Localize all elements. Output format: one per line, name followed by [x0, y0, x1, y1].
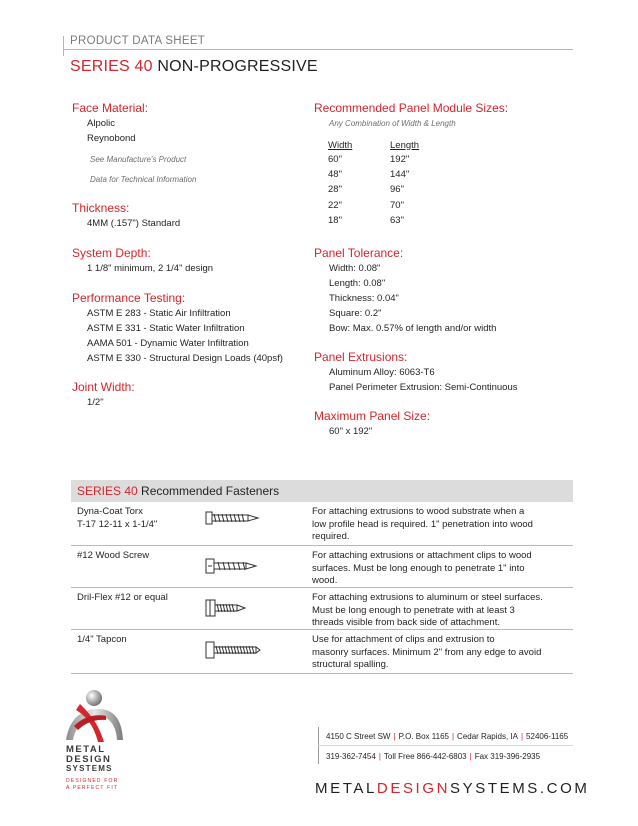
phone-line [326, 752, 540, 761]
table-row [71, 546, 573, 588]
fastener-description-line: wood. [312, 575, 338, 586]
page-title [70, 58, 318, 76]
module-width: 48" [328, 169, 342, 181]
city-state: Cedar Rapids, IA [457, 732, 518, 741]
document-type: PRODUCT DATA SHEET [70, 35, 206, 47]
address-line [326, 732, 568, 741]
table-row [328, 167, 419, 182]
tolerance-item: Width: 0.08" [329, 262, 381, 274]
wood-screw-icon [204, 556, 264, 576]
performance-test-item: AAMA 501 - Dynamic Water Infiltration [87, 338, 249, 349]
fasteners-table-header [71, 480, 573, 502]
separator: | [469, 752, 472, 761]
extrusion-item: Aluminum Alloy: 6063-T6 [329, 366, 435, 378]
header-divider-vertical [63, 36, 64, 56]
website-part: DESIGN [376, 780, 451, 797]
joint-width-heading: Joint Width: [72, 380, 135, 394]
module-width: 22" [328, 199, 342, 211]
fastener-name-line: 1/4" Tapcon [77, 634, 127, 645]
fastener-description-line: masonry surfaces. Minimum 2" from any edge to avoid [312, 646, 542, 658]
joint-width-value: 1/2" [87, 397, 104, 408]
separator: | [520, 732, 524, 741]
fastener-description [312, 592, 557, 630]
max-panel-size-value: 60" x 192" [329, 425, 373, 437]
module-length: 144" [390, 169, 410, 181]
fastener-name-line: Dyna-Coat Torx [77, 506, 143, 517]
module-width: 28" [328, 184, 342, 196]
table-row [328, 198, 419, 213]
performance-testing-heading: Performance Testing: [72, 291, 186, 305]
performance-test-item: ASTM E 330 - Structural Design Loads (40psf) [87, 353, 283, 364]
fastener-description [312, 634, 557, 672]
performance-test-item: ASTM E 331 - Static Water Infiltration [87, 323, 245, 334]
tolerance-item: Thickness: 0.04" [329, 292, 399, 304]
face-material-heading: Face Material: [72, 101, 149, 115]
header-divider [63, 49, 573, 50]
fasteners-table [71, 480, 573, 674]
fasteners-series-label: SERIES 40 [77, 484, 138, 498]
tolerance-item: Bow: Max. 0.57% of length and/or width [329, 322, 497, 334]
drill-screw-icon [204, 597, 264, 619]
torx-screw-icon [204, 510, 264, 526]
po-box: P.O. Box 1165 [398, 732, 449, 741]
logo-tagline: A PERFECT FIT [66, 785, 119, 791]
module-width: 18" [328, 214, 342, 226]
face-material-note: Data for Technical Information [90, 175, 197, 184]
separator: | [393, 732, 396, 741]
module-length: 192" [390, 154, 410, 166]
website-link[interactable] [315, 780, 589, 797]
fastener-description-line: Must be long enough to penetrate with at least 3 [312, 604, 515, 616]
fastener-name [77, 506, 205, 531]
performance-test-item: ASTM E 283 - Static Air Infiltration [87, 308, 231, 319]
tapcon-screw-icon [204, 639, 264, 661]
table-row [328, 213, 419, 228]
thickness-heading: Thickness: [72, 201, 130, 215]
panel-tolerance-heading: Panel Tolerance: [314, 245, 404, 260]
module-sizes-heading: Recommended Panel Module Sizes: [314, 101, 509, 115]
website-part: SYSTEMS.COM [450, 780, 590, 797]
system-depth-value: 1 1/8" minimum, 2 1/4" design [87, 263, 214, 274]
separator: | [451, 732, 455, 741]
zip-code: 52406-1165 [526, 732, 569, 741]
column-header-width: Width [328, 139, 353, 151]
face-material-item: Reynobond [87, 133, 136, 144]
logo-word: METAL [66, 744, 106, 755]
table-row [328, 182, 419, 197]
extrusion-item: Panel Perimeter Extrusion: Semi-Continuous [329, 381, 518, 393]
face-material-note: See Manufacture's Product [90, 155, 187, 164]
table-row [71, 588, 573, 630]
phone-number: 319-362-7454 [326, 752, 376, 761]
fastener-description-line: For attaching extrusions or attachment clips to wood [312, 550, 532, 561]
table-row [328, 152, 419, 167]
fastener-name [77, 634, 205, 647]
tolerance-item: Length: 0.08" [329, 277, 386, 289]
fasteners-title: Recommended Fasteners [141, 484, 280, 498]
fastener-description-line: Use for attachment of clips and extrusion to [312, 634, 495, 645]
fastener-name [77, 550, 205, 563]
company-logo [60, 686, 130, 791]
specs-left-column [72, 100, 297, 410]
logo-tagline: DESIGNED FOR [66, 778, 119, 784]
fastener-name-line: #12 Wood Screw [77, 550, 150, 561]
fastener-description-line: For attaching extrusions to aluminum or steel surfaces. [312, 592, 543, 603]
table-row [71, 630, 573, 674]
column-header-length: Length [390, 139, 420, 151]
fastener-description-line: required. [312, 531, 350, 542]
fastener-name-line: Dril-Flex #12 or equal [77, 592, 168, 603]
module-sizes-table [328, 138, 419, 228]
series-label: SERIES 40 [70, 58, 153, 75]
tolerance-item: Square: 0.2" [329, 307, 382, 319]
face-material-item: Alpolic [87, 118, 115, 129]
fastener-description [312, 506, 557, 544]
separator: | [378, 752, 381, 761]
website-part: METAL [315, 780, 377, 797]
table-row [71, 502, 573, 546]
max-panel-size-heading: Maximum Panel Size: [314, 408, 431, 423]
system-depth-heading: System Depth: [72, 246, 151, 260]
module-length: 63" [390, 214, 404, 226]
module-length: 96" [390, 184, 404, 196]
fastener-description-line: surfaces. Must be long enough to penetrate 1" into [312, 562, 525, 574]
fastener-name-line: T-17 12-11 x 1-1/4" [77, 518, 158, 530]
toll-free-number: Toll Free 866-442-6803 [383, 752, 467, 761]
footer-divider [318, 745, 573, 746]
fastener-description-line: threads visible from back side of attachment. [312, 617, 500, 628]
fastener-description-line: For attaching extrusions to wood substrate when a [312, 506, 525, 517]
module-sizes-note: Any Combination of Width & Length [329, 119, 456, 128]
fastener-name [77, 592, 205, 605]
street-address: 4150 C Street SW [326, 732, 391, 741]
panel-extrusions-heading: Panel Extrusions: [314, 349, 408, 364]
logo-word: SYSTEMS [66, 764, 113, 773]
fastener-description-line: structural spalling. [312, 659, 389, 670]
fastener-description [312, 550, 557, 588]
thickness-value: 4MM (.157") Standard [87, 218, 181, 229]
module-length: 70" [390, 199, 404, 211]
specs-right-column [314, 100, 574, 439]
module-width: 60" [328, 154, 342, 166]
fastener-description-line: low profile head is required. 1" penetration into wood [312, 518, 533, 530]
series-name: NON-PROGRESSIVE [157, 58, 318, 75]
logo-word: DESIGN [66, 754, 112, 765]
fax-number: Fax 319-396-2935 [474, 752, 541, 761]
logo-mark-icon [60, 686, 130, 744]
